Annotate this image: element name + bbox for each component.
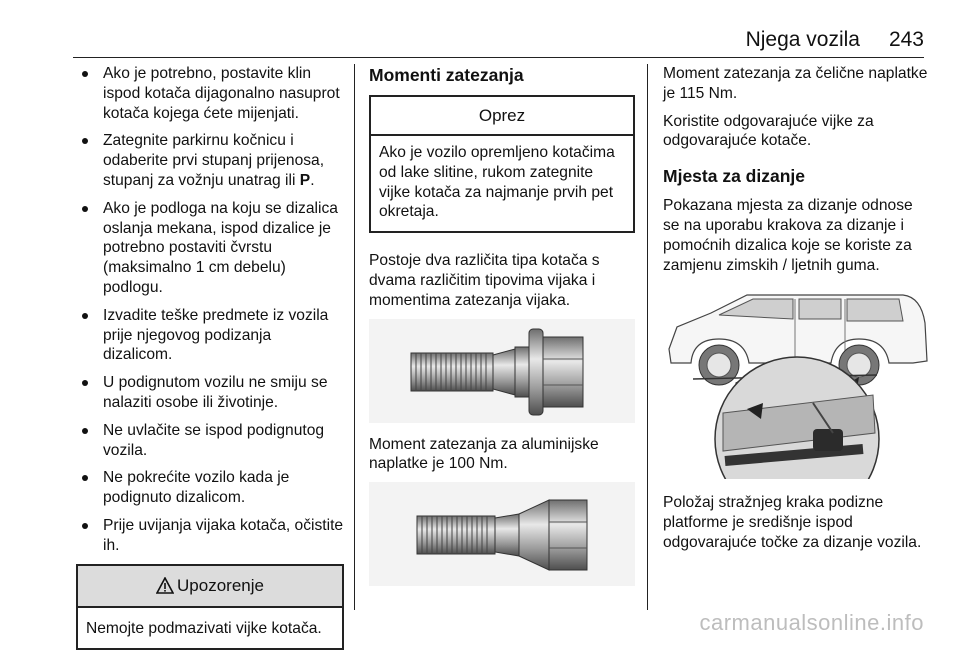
steel-torque-text: Moment zatezanja za čelične naplatke je 115 Nm. [663,65,928,102]
list-item: Ako je potrebno, postavite klin ispod kotača dijagonalno nasuprot kotača kojega ćete mijenjati. [76,64,344,123]
aluminium-torque-text: Moment zatezanja za aluminijske naplatke je 100 Nm. [369,435,599,473]
lifting-points-text: Pokazana mjesta za dizanje odnose se na uporabu krakova za dizanje i pomoćnih dizalica koje se koriste za zamjenu zimskih / ljetnih guma. [663,197,913,274]
warning-text: Nemojte podmazivati vijke kotača. [86,619,322,637]
lifting-point-illustration [663,283,933,479]
list-item-text: Zategnite parkirnu kočnicu i odaberite prvi stupanj prijenosa, stupanj za vožnju unatrag ili [103,132,325,189]
column-2 [369,64,635,598]
warning-triangle-icon [156,577,174,595]
list-item-end: . [310,171,315,189]
page-header [0,0,960,60]
list-item: Prije uvijanja vijaka kotača, očistite ih. [76,516,344,556]
column-1 [76,64,344,650]
list-item: Ne pokrećite vozilo kada je podignuto dizalicom. [76,468,344,508]
header-rule [73,57,924,58]
warning-header [78,566,342,608]
intro-paragraph: Postoje dva različita tipa kotača s dvama različitim tipovima vijaka i momentima zatezanja vijaka. [369,252,600,309]
gear-letter: P [299,171,311,189]
list-item: U podignutom vozilu ne smiju se nalaziti osobe ili životinje. [76,373,344,413]
column-divider-2 [647,64,648,610]
list-item [76,131,344,190]
lifting-arm-caption: Položaj stražnjeg kraka podizne platforme je središnje ispod odgovarajuće točke za dizanje vozila. [663,494,922,551]
caution-title: Oprez [371,97,633,136]
matching-bolts-text: Koristite odgovarajuće vijke za odgovarajuće kotače. [663,112,874,150]
lifting-points-heading: Mjesta za dizanje [663,166,805,187]
safety-list [76,64,344,556]
torque-heading: Momenti zatezanja [369,65,524,85]
list-item: Ako je podloga na koju se dizalica oslanja mekana, ispod dizalice je potrebno postaviti čvrstu (maksimalno 1 cm debelu) podlogu. [76,199,344,298]
warning-title: Upozorenje [177,575,264,595]
page-number: 243 [888,28,924,51]
alloy-wheel-bolt-image [369,482,635,586]
column-divider-1 [354,64,355,610]
caution-text: Ako je vozilo opremljeno kotačima od lake slitine, rukom zategnite vijke kotača za najmanje prvih pet okretaja. [379,144,615,221]
list-item: Izvadite teške predmete iz vozila prije njegovog podizanja dizalicom. [76,306,344,365]
list-item: Ne uvlačite se ispod podignutog vozila. [76,421,344,461]
section-title: Njega vozila [745,28,860,51]
caution-box [369,95,635,233]
watermark: carmanualsonline.info [699,610,924,635]
column-3 [663,64,933,561]
steel-wheel-bolt-image [369,319,635,423]
warning-box [76,564,344,650]
